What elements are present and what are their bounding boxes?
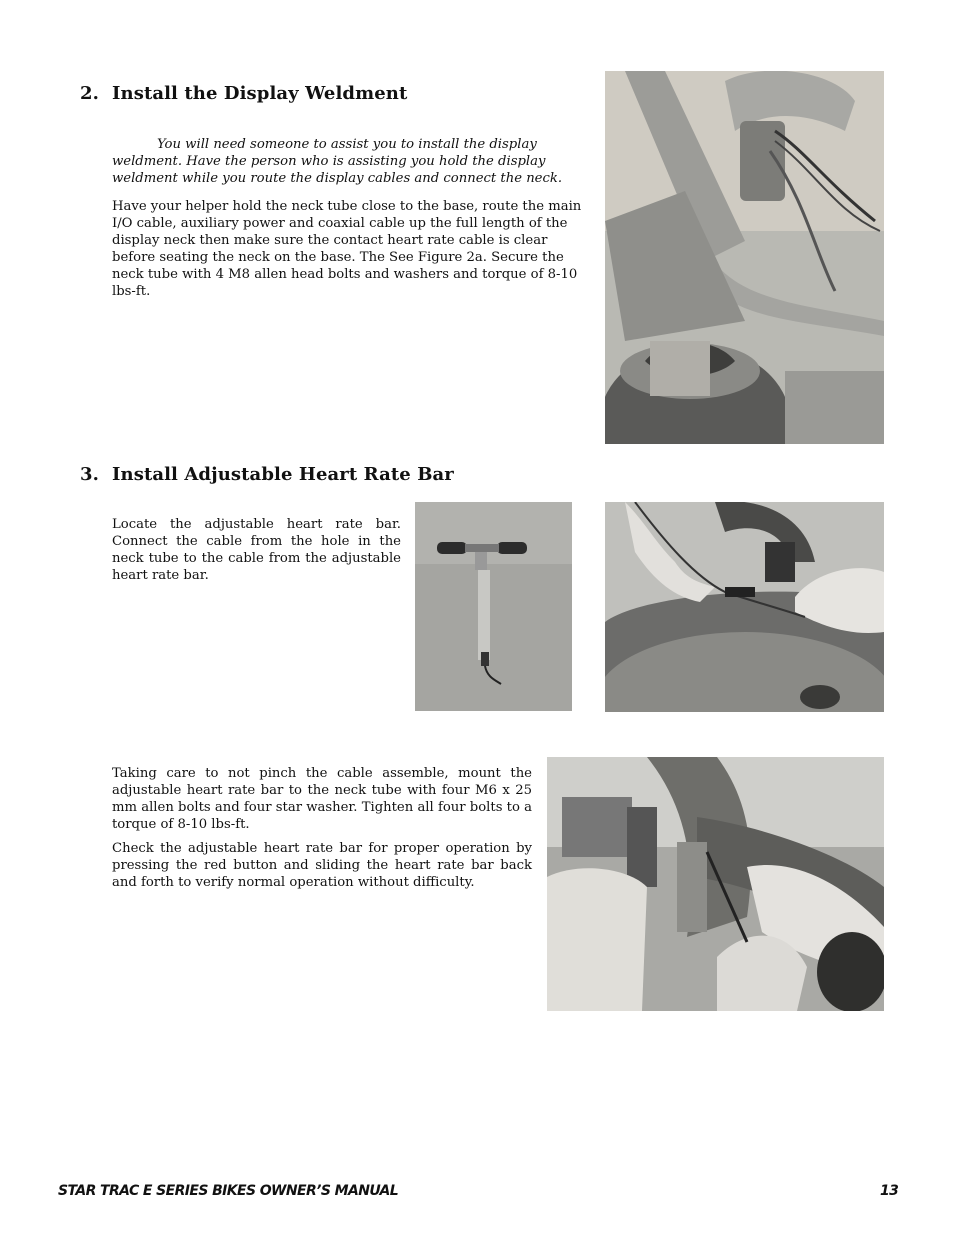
manual-title: STAR TRAC E SERIES BIKES OWNER’S MANUAL xyxy=(58,1183,399,1199)
mount-hr-bar-text: Taking care to not pinch the cable assemble, mount the adjustable heart rate bar to the neck tube with four M6 x 25 mm allen bolts and four star washer. Tighten all four bolts to a torque of 8-10 lbs-ft. xyxy=(112,766,532,832)
check-hr-bar-text: Check the adjustable heart rate bar for proper operation by pressing the red button and sliding the heart rate bar back and forth to verify normal operation without difficulty. xyxy=(112,841,532,890)
display-weldment-photo xyxy=(605,71,884,444)
section-2-title: Install the Display Weldment xyxy=(112,83,408,104)
heart-rate-bar-photo xyxy=(415,502,572,711)
section-2-body: Have your helper hold the neck tube close to the base, route the main I/O cable, auxiliary power and coaxial cable up the full length of the display neck then make sure the contact heart rate cable is clear before seating the neck on the base. The See Figure 2a. Secure the neck tube with 4 M8 allen head bolts and washers and torque of 8-10 lbs-ft. xyxy=(112,199,582,299)
section-3-number: 3. xyxy=(80,464,99,485)
section-3-heading xyxy=(80,464,454,485)
assist-note: You will need someone to assist you to install the display weldment. Have the person who is assisting you hold the display weldment while you route the display cables and connect the neck. xyxy=(112,137,563,186)
page-number: 13 xyxy=(880,1183,899,1199)
tighten-bolts-photo xyxy=(547,757,884,1011)
section-2-heading xyxy=(80,83,407,104)
locate-hr-bar-text: Locate the adjustable heart rate bar. Connect the cable from the hole in the neck tube to the cable from the adjustable heart rate bar. xyxy=(112,517,401,583)
section-3-title: Install Adjustable Heart Rate Bar xyxy=(112,464,454,485)
section-2-number: 2. xyxy=(80,83,99,104)
connect-cable-photo xyxy=(605,502,884,712)
